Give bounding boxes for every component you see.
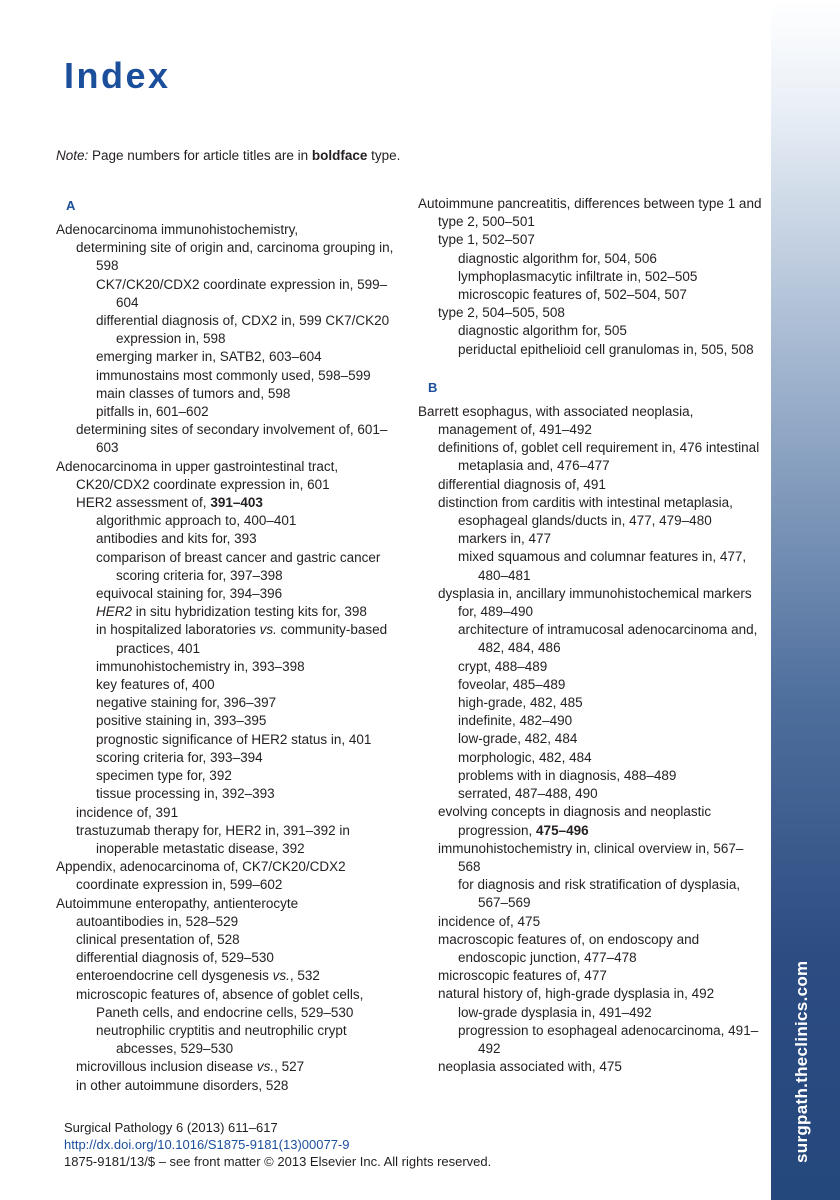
entry-text: immunohistochemistry in, clinical overview in, 567–568	[438, 840, 744, 874]
index-entry	[56, 967, 401, 985]
index-entry	[56, 749, 401, 767]
entry-text: Adenocarcinoma in upper gastrointestinal tract,	[56, 458, 339, 474]
index-entry	[418, 767, 763, 785]
entry-text: mixed squamous and columnar features in, 477, 480–481	[458, 549, 747, 583]
index-entry	[418, 749, 763, 767]
entry-text: neoplasia associated with, 475	[438, 1059, 622, 1075]
index-entry	[418, 403, 763, 439]
index-entry	[56, 385, 401, 403]
index-entry	[418, 322, 763, 340]
entry-text: differential diagnosis of, 491	[438, 476, 606, 492]
entry-text: microvillous inclusion disease	[76, 1059, 257, 1075]
entry-text: trastuzumab therapy for, HER2 in, 391–392 in inoperable metastatic disease, 392	[76, 822, 350, 856]
index-entry	[56, 986, 401, 1022]
entry-text: prognostic significance of HER2 status in, 401	[96, 731, 372, 747]
entry-text: foveolar, 485–489	[458, 676, 566, 692]
index-entry	[418, 913, 763, 931]
index-entry	[418, 494, 763, 530]
entry-text: emerging marker in, SATB2, 603–604	[96, 349, 322, 365]
index-entry	[56, 1077, 401, 1095]
index-entry	[56, 804, 401, 822]
index-entry	[418, 1004, 763, 1022]
page-title: Index	[64, 55, 171, 96]
index-entry	[56, 367, 401, 385]
index-entry	[56, 913, 401, 931]
entry-text: Appendix, adenocarcinoma of, CK7/CK20/CDX2 coordinate expression in, 599–602	[56, 859, 346, 893]
note-text-1: Page numbers for article titles are in	[88, 148, 312, 163]
entry-text: morphologic, 482, 484	[458, 749, 592, 765]
index-entry	[56, 931, 401, 949]
entry-text: low-grade dysplasia in, 491–492	[458, 1004, 652, 1020]
index-entry	[56, 312, 401, 348]
index-entry	[418, 931, 763, 967]
index-entry	[418, 476, 763, 494]
citation: Surgical Pathology 6 (2013) 611–617	[64, 1120, 278, 1135]
entry-text: clinical presentation of, 528	[76, 931, 240, 947]
entry-text: specimen type for, 392	[96, 768, 232, 784]
index-entry	[418, 268, 763, 286]
entry-text: , 527	[274, 1059, 305, 1075]
entry-text: incidence of, 475	[438, 913, 541, 929]
index-column-right	[418, 195, 763, 1076]
index-entry	[56, 858, 401, 894]
index-entry	[418, 967, 763, 985]
entry-text: indefinite, 482–490	[458, 713, 573, 729]
entry-text: , 532	[289, 968, 320, 984]
index-entry	[56, 512, 401, 530]
entry-text: natural history of, high-grade dysplasia in, 492	[438, 986, 715, 1002]
entry-text: enteroendocrine cell dysgenesis	[76, 968, 273, 984]
index-entry	[418, 1058, 763, 1076]
note-bold: boldface	[311, 148, 368, 163]
doi-link[interactable]: http://dx.doi.org/10.1016/S1875-9181(13)00077-9	[64, 1137, 350, 1152]
entry-text: CK7/CK20/CDX2 coordinate expression in, 599–604	[96, 276, 388, 310]
entry-text: differential diagnosis of, 529–530	[76, 950, 274, 966]
index-entry	[56, 1058, 401, 1076]
index-note	[56, 148, 400, 163]
entry-text: positive staining in, 393–395	[96, 713, 267, 729]
entry-text: in hospitalized laboratories	[96, 622, 260, 638]
index-entry	[418, 439, 763, 475]
entry-text: type 1, 502–507	[438, 232, 535, 248]
index-entry	[56, 822, 401, 858]
entry-text: periductal epithelioid cell granulomas in, 505, 508	[458, 341, 754, 357]
entry-text: for diagnosis and risk stratification of dysplasia, 567–569	[458, 877, 741, 911]
index-entry	[418, 621, 763, 657]
entry-text: antibodies and kits for, 393	[96, 531, 257, 547]
index-entry	[56, 585, 401, 603]
entry-text: in situ hybridization testing kits for, 398	[132, 604, 367, 620]
index-entry	[56, 348, 401, 366]
section-letter: A	[66, 198, 76, 213]
index-entry	[418, 730, 763, 748]
index-entry	[418, 840, 763, 876]
index-entry	[418, 676, 763, 694]
index-entry	[56, 239, 401, 275]
entry-text: determining site of origin and, carcinoma grouping in, 598	[76, 240, 394, 274]
entry-text: negative staining for, 396–397	[96, 695, 277, 711]
index-entry	[56, 658, 401, 676]
entry-text: autoantibodies in, 528–529	[76, 913, 239, 929]
entry-text: definitions of, goblet cell requirement in, 476 intestinal metaplasia and, 476–477	[438, 440, 760, 474]
page-footer	[64, 1119, 491, 1170]
entry-text: pitfalls in, 601–602	[96, 404, 209, 420]
index-column-left	[56, 195, 401, 1095]
index-entry	[418, 985, 763, 1003]
entry-text: macroscopic features of, on endoscopy and endoscopic junction, 477–478	[438, 931, 700, 965]
index-entry	[56, 603, 401, 621]
entry-text: microscopic features of, absence of goblet cells, Paneth cells, and endocrine cells, 529–530	[76, 986, 364, 1020]
entry-text: main classes of tumors and, 598	[96, 385, 291, 401]
entry-text: type 2, 504–505, 508	[438, 305, 565, 321]
index-entry	[56, 1022, 401, 1058]
index-entry	[418, 304, 763, 322]
index-entry	[418, 341, 763, 359]
entry-text: equivocal staining for, 394–396	[96, 586, 283, 602]
index-entry	[418, 286, 763, 304]
entry-text: progression to esophageal adenocarcinoma, 491–492	[458, 1022, 759, 1056]
index-entry	[418, 1022, 763, 1058]
index-entry	[418, 250, 763, 268]
index-entry	[56, 785, 401, 803]
index-entry	[56, 676, 401, 694]
index-entry	[418, 195, 763, 231]
index-entry	[56, 458, 401, 476]
entry-text: Autoimmune enteropathy, antienterocyte	[56, 895, 299, 911]
index-entry	[56, 421, 401, 457]
entry-text: CK20/CDX2 coordinate expression in, 601	[76, 476, 330, 492]
index-entry	[56, 949, 401, 967]
journal-url: surgpath.theclinics.com	[792, 960, 811, 1163]
index-entry	[418, 694, 763, 712]
entry-text: immunohistochemistry in, 393–398	[96, 658, 305, 674]
entry-text: problems with in diagnosis, 488–489	[458, 767, 677, 783]
index-entry	[418, 803, 763, 839]
entry-text: neutrophilic cryptitis and neutrophilic crypt abcesses, 529–530	[96, 1022, 347, 1057]
entry-text: high-grade, 482, 485	[458, 695, 583, 711]
entry-text: serrated, 487–488, 490	[458, 786, 598, 802]
index-entry	[56, 694, 401, 712]
entry-text: scoring criteria for, 393–394	[96, 749, 263, 765]
entry-text: diagnostic algorithm for, 504, 506	[458, 250, 657, 266]
entry-text: architecture of intramucosal adenocarcinoma and, 482, 484, 486	[458, 622, 758, 656]
entry-italic: HER2	[96, 604, 133, 620]
section-letter: B	[428, 379, 438, 395]
copyright: 1875-9181/13/$ – see front matter © 2013 Elsevier Inc. All rights reserved.	[64, 1154, 492, 1169]
entry-text: Autoimmune pancreatitis, differences between type 1 and type 2, 500–501	[418, 196, 762, 230]
entry-text: crypt, 488–489	[458, 658, 548, 674]
entry-text: distinction from carditis with intestinal metaplasia, esophageal glands/ducts in, 477, 479–480	[438, 494, 733, 529]
index-entry	[56, 530, 401, 548]
index-entry	[418, 548, 763, 584]
entry-text: Adenocarcinoma immunohistochemistry,	[56, 222, 299, 237]
entry-text: low-grade, 482, 484	[458, 731, 578, 747]
index-entry	[418, 585, 763, 621]
entry-text: microscopic features of, 502–504, 507	[458, 287, 687, 303]
index-entry	[418, 658, 763, 676]
index-entry	[56, 276, 401, 312]
entry-text: lymphoplasmacytic infiltrate in, 502–505	[458, 268, 698, 284]
index-entry	[418, 785, 763, 803]
entry-text: key features of, 400	[96, 677, 215, 693]
index-entry	[56, 731, 401, 749]
index-entry	[56, 712, 401, 730]
note-text-2: type.	[367, 148, 401, 163]
entry-text: community-based practices, 401	[116, 622, 388, 656]
entry-text: determining sites of secondary involvement of, 601–603	[76, 422, 388, 456]
entry-italic: vs.	[256, 1059, 275, 1075]
entry-text: differential diagnosis of, CDX2 in, 599 CK7/CK20 expression in, 598	[96, 313, 390, 347]
entry-text: tissue processing in, 392–393	[96, 786, 275, 802]
index-entry	[418, 876, 763, 912]
entry-text: immunostains most commonly used, 598–599	[96, 367, 371, 383]
entry-text: incidence of, 391	[76, 804, 179, 820]
index-entry	[56, 221, 401, 239]
entry-page-bold: 475–496	[536, 822, 589, 838]
entry-page-bold: 391–403	[210, 495, 263, 511]
entry-text: markers in, 477	[458, 531, 552, 547]
index-entry	[418, 530, 763, 548]
entry-text: evolving concepts in diagnosis and neoplastic progression,	[438, 804, 712, 838]
entry-text: HER2 assessment of,	[76, 495, 211, 511]
entry-text: diagnostic algorithm for, 505	[458, 323, 627, 339]
index-entry	[56, 767, 401, 785]
index-entry	[418, 712, 763, 730]
section-gap	[418, 359, 763, 377]
index-entry	[56, 621, 401, 657]
entry-text: microscopic features of, 477	[438, 968, 607, 984]
entry-italic: vs.	[259, 622, 277, 638]
index-entry	[56, 895, 401, 913]
entry-text: in other autoimmune disorders, 528	[76, 1077, 289, 1093]
index-entry	[56, 476, 401, 494]
index-entry	[56, 549, 401, 585]
entry-text: dysplasia in, ancillary immunohistochemical markers for, 489–490	[438, 585, 752, 620]
index-entry	[56, 403, 401, 421]
note-label: Note:	[56, 148, 89, 163]
entry-text: comparison of breast cancer and gastric cancer scoring criteria for, 397–398	[96, 549, 381, 583]
entry-text: algorithmic approach to, 400–401	[96, 513, 297, 529]
entry-italic: vs.	[272, 968, 290, 984]
entry-text: Barrett esophagus, with associated neoplasia, management of, 491–492	[418, 403, 694, 438]
index-entry	[56, 494, 401, 512]
index-entry	[418, 231, 763, 249]
